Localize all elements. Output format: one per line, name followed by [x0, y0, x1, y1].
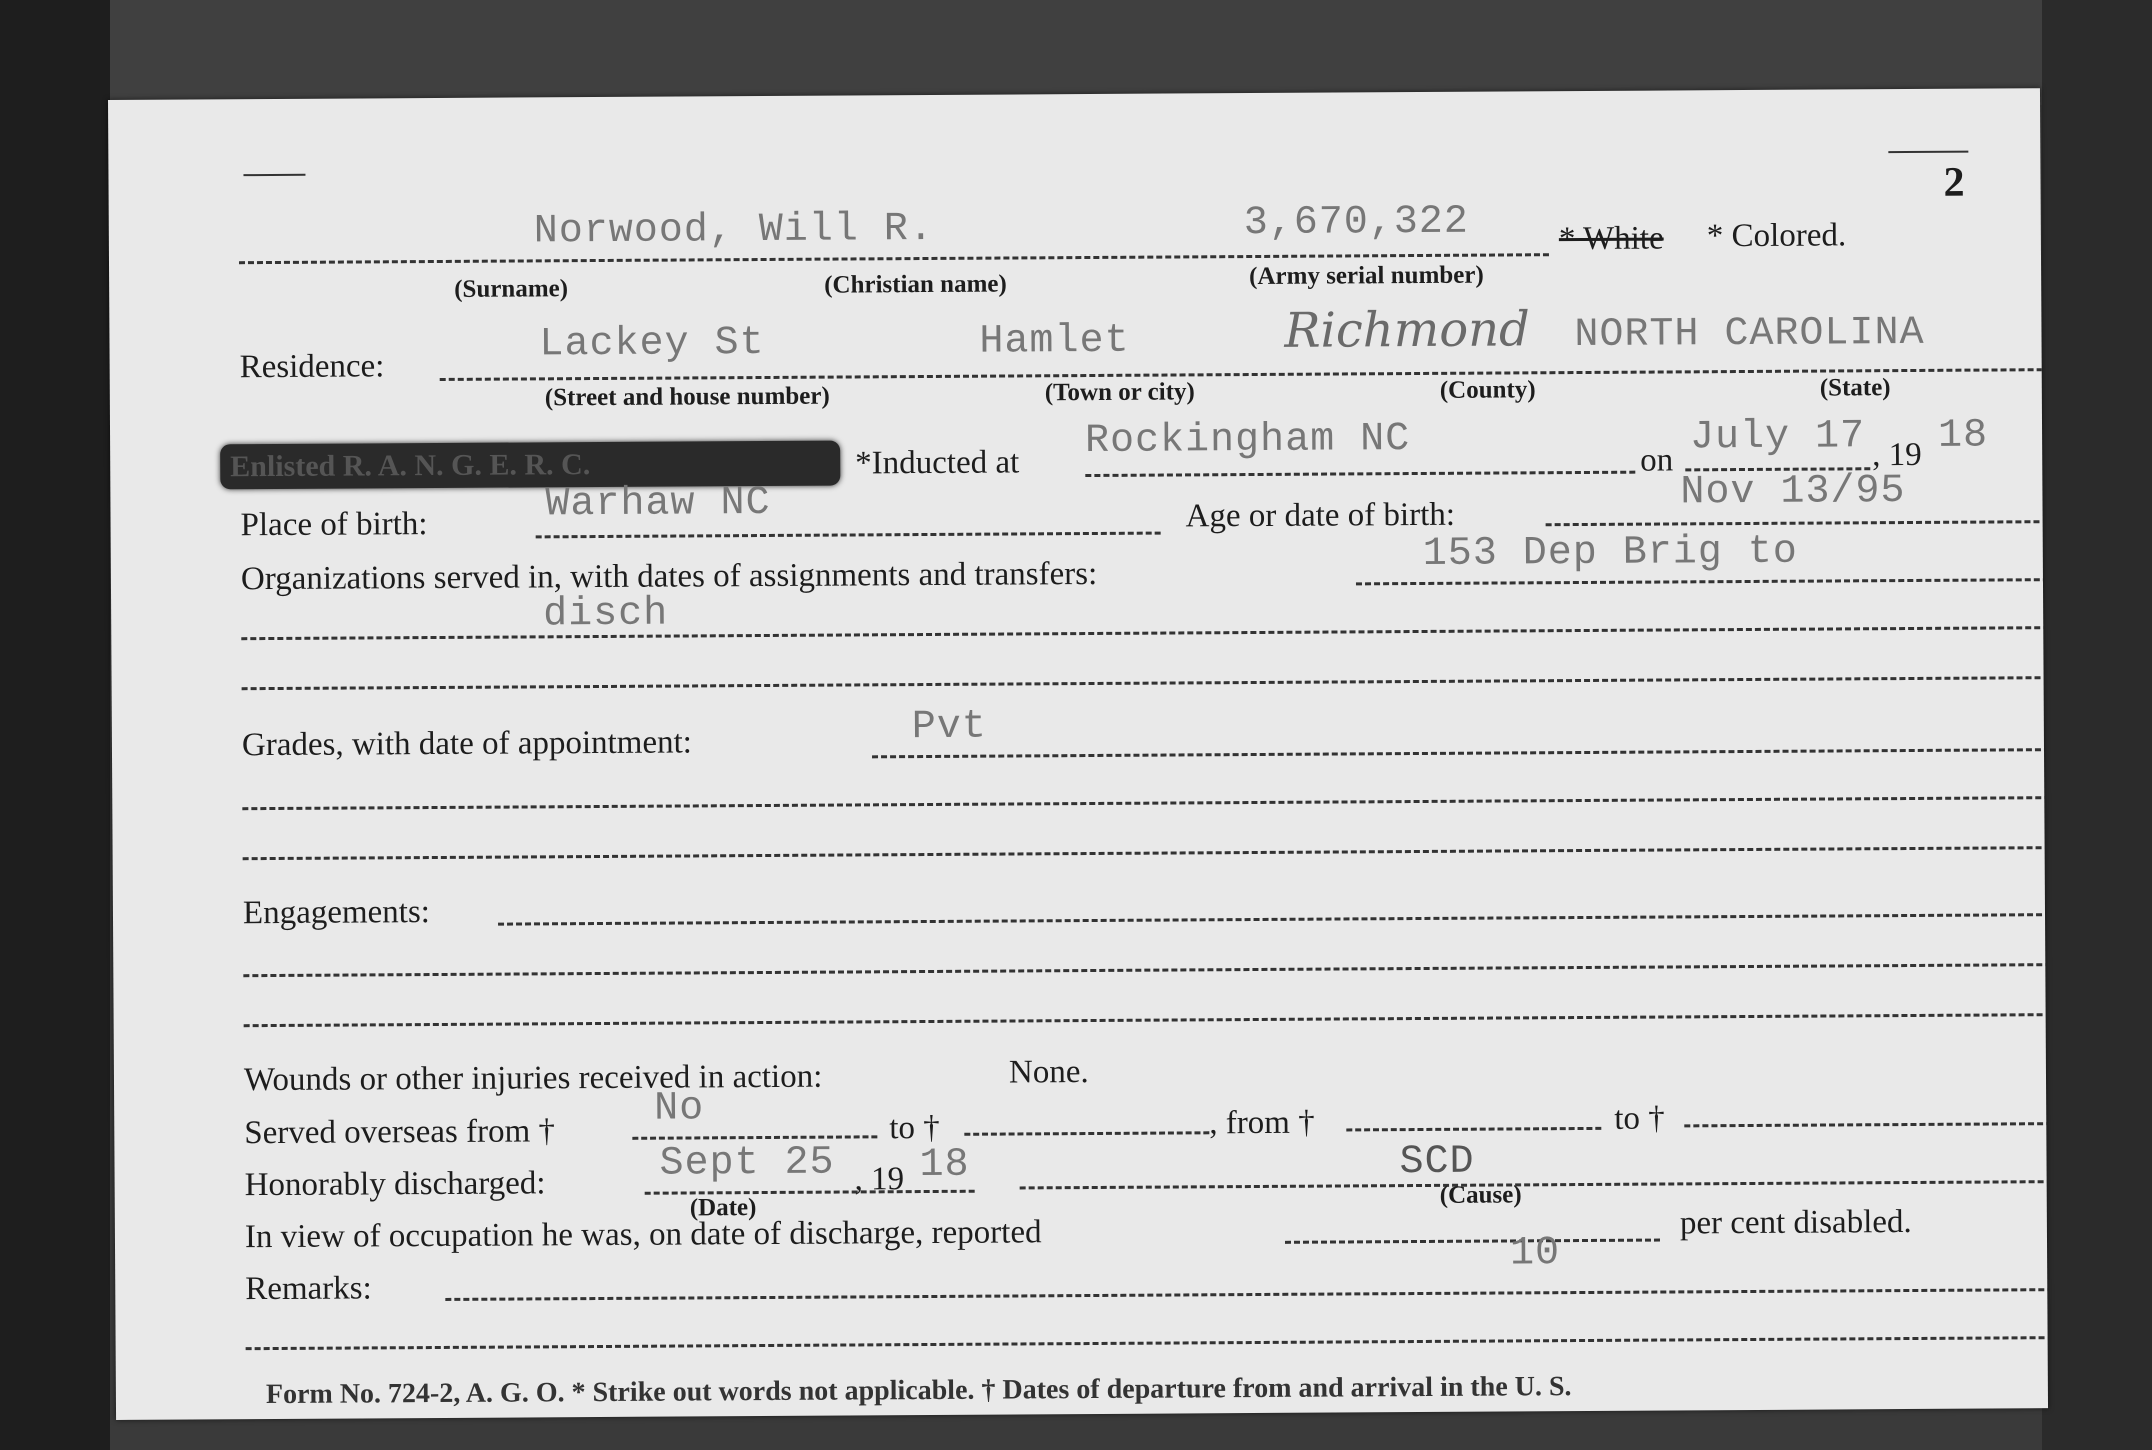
birthdate-value: Nov 13/95	[1680, 469, 1906, 516]
discharge-year-value: 18	[919, 1142, 970, 1189]
service-record-card	[108, 88, 2048, 1420]
race-colored: * Colored.	[1706, 217, 1847, 255]
card-number: 2	[1943, 159, 1965, 206]
residence-label: Residence:	[239, 348, 385, 386]
organizations-line-3	[242, 676, 2048, 690]
discharge-cause-line	[1020, 1180, 2048, 1189]
engagements-line-1	[498, 913, 2048, 926]
overseas-to2-label: to †	[1614, 1100, 1665, 1137]
caption-street: (Street and house number)	[544, 382, 830, 412]
inducted-line	[1085, 471, 1635, 477]
organizations-value-2: disch	[543, 591, 669, 638]
overseas-from-line	[632, 1135, 877, 1139]
engagements-label: Engagements:	[242, 894, 431, 932]
grade-value: Pvt	[911, 704, 988, 751]
on-label: on	[1640, 442, 1674, 479]
induct-year-value: 18	[1937, 413, 1989, 459]
age-label: Age or date of birth:	[1185, 496, 1456, 535]
caption-christian-name: (Christian name)	[824, 270, 1007, 299]
organizations-line-1	[1356, 578, 2048, 585]
redacted-enlisted-mark: Enlisted R. A. N. G. E. R. C.	[220, 441, 840, 490]
discharged-label: Honorably discharged:	[244, 1165, 546, 1204]
remarks-line-2	[246, 1336, 2048, 1350]
induct-date-value: July 17	[1689, 414, 1866, 461]
occupation-label: In view of occupation he was, on date of discharge, reported	[244, 1214, 1042, 1256]
residence-line	[440, 368, 2048, 381]
inducted-at-value: Rockingham NC	[1084, 417, 1411, 465]
grades-line-3	[243, 846, 2048, 860]
caption-surname: (Surname)	[454, 275, 569, 303]
wounds-label: Wounds or other injuries received in action:	[243, 1058, 823, 1099]
disabled-line	[1285, 1239, 1660, 1244]
grades-label: Grades, with date of appointment:	[241, 724, 693, 764]
organizations-label: Organizations served in, with dates of assignments and transfers:	[240, 555, 1098, 598]
disabled-label: per cent disabled.	[1679, 1204, 1912, 1242]
county-value: Richmond	[1284, 301, 1530, 359]
town-value: Hamlet	[979, 318, 1130, 365]
birthplace-value: Warhaw NC	[545, 480, 771, 528]
state-value: NORTH CAROLINA	[1574, 310, 1925, 359]
inducted-label: *Inducted at	[855, 444, 1020, 482]
race-white-struck: * White	[1558, 220, 1664, 258]
birthplace-line	[536, 532, 1161, 539]
serial-value: 3,670,322	[1243, 199, 1469, 247]
discharge-date-value: Sept 25	[659, 1140, 835, 1187]
wounds-value: None.	[1008, 1054, 1089, 1091]
caption-town: (Town or city)	[1044, 378, 1195, 407]
organizations-value-1: 153 Dep Brig to	[1422, 529, 1798, 577]
grades-line-1	[872, 748, 2048, 758]
caption-county: (County)	[1439, 376, 1536, 404]
induct-year-prefix: , 19	[1872, 436, 1922, 474]
top-left-rule	[243, 174, 305, 176]
remarks-line-1	[445, 1288, 2048, 1301]
overseas-to-line	[964, 1131, 1209, 1135]
caption-date: (Date)	[689, 1194, 757, 1222]
disabled-value: 10	[1509, 1231, 1561, 1277]
caption-state: (State)	[1819, 374, 1891, 402]
name-value: Norwood, Will R.	[533, 206, 935, 255]
caption-cause: (Cause)	[1439, 1181, 1522, 1209]
caption-serial: (Army serial number)	[1249, 261, 1484, 291]
street-value: Lackey St	[539, 320, 765, 368]
birthdate-line	[1546, 520, 2048, 526]
scanner-background-right	[2042, 0, 2152, 1450]
discharge-year-prefix: , 19	[854, 1161, 905, 1198]
discharge-cause-value: SCD	[1399, 1139, 1475, 1186]
scanner-background-left	[0, 0, 110, 1450]
engagements-line-3	[244, 1013, 2048, 1027]
engagements-line-2	[243, 963, 2048, 977]
remarks-label: Remarks:	[245, 1270, 372, 1308]
overseas-to2-line	[1684, 1122, 2048, 1127]
overseas-to-label: to †	[889, 1109, 940, 1147]
overseas-from2-label: , from †	[1209, 1104, 1315, 1142]
birthplace-label: Place of birth:	[240, 506, 428, 544]
organizations-line-2	[241, 626, 2048, 640]
form-footer: Form No. 724-2, A. G. O. * Strike out words not applicable. † Dates of departure from and arrival in the U. S.	[265, 1371, 1572, 1411]
grades-line-2	[242, 796, 2048, 810]
card-number-rule	[1888, 151, 1968, 153]
overseas-label: Served overseas from †	[244, 1113, 556, 1152]
overseas-value: No	[654, 1086, 705, 1132]
overseas-from2-line	[1346, 1127, 1601, 1132]
